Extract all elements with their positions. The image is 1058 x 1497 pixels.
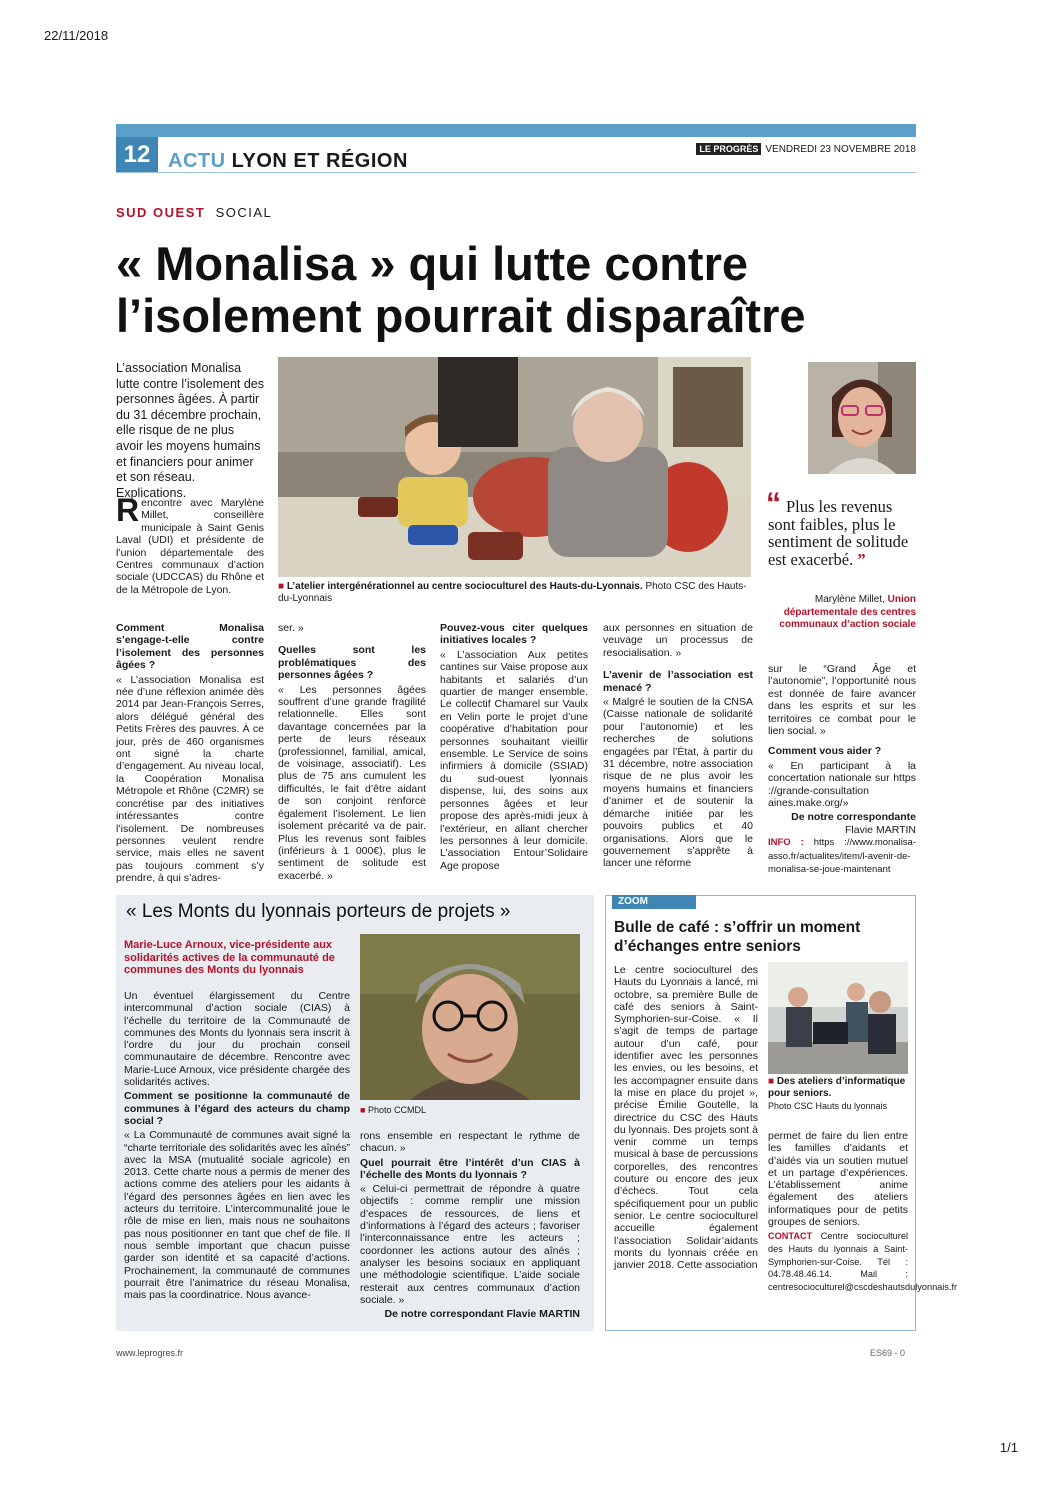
intro-paragraph [116, 492, 264, 596]
answer-5: « En participant à la concertation nationale sur https ://grande-consultation aines.make.org/» [768, 759, 916, 810]
zoom-column-1: Le centre socioculturel des Hauts du Lyonnais a lancé, mi octobre, sa première Bulle de café des seniors à Saint-Symphorien-sur-Coise. « Il s’agit de temps de partage autour d’un café, pour identifier avec les personnes les envies, ou les besoins, et les accompagner ensuite dans la mise en place du projet », précise Émilie Goutelle, la directrice du CSC des Hauts du lyonnais. Des projets sont à venir comme un temps musical à base de percussions corporelles, des rencontres couture ou encore des jeux d’échecs. Tout cela spécifiquement pour un public senior. Le centre socioculturel accueille également l’association Solidair’aidants monts du lyonnais créée en janvier 2018. Cette association [614, 964, 758, 1272]
question-3: Pouvez-vous citer quelques initiatives locales ? [440, 622, 588, 647]
pull-quote-text: Plus les revenus sont faibles, plus le sentiment de solitude est exacerbé. [768, 497, 909, 569]
answer-4-end: sur le “Grand Âge et l’autonomie”, l’opportunité nous est donnée de faire avancer dans les esprits et sur les territoires ce combat pour le lien social. » [768, 663, 916, 738]
header-bar [116, 124, 916, 137]
box2-answer-1: « La Communauté de communes avait signé la “charte territoriale des solidarités avec les aînés” avec la MSA (mutualité sociale agricole) en 2013. Cette charte nous a permis de mener des actions comme des ateliers pour les aidants à l’égard des personnes âgées en lien avec les acteurs du territoire. L’intercommunalité joue le rôle de mise en lien, mais nous ne souhaitons pas nous positionner en tant que chef de file. Il nous semble important que chacun puisse garder son identité et sa capacité d’actions. Prochainement, la communauté de communes pourrait être l’animatrice du réseau Monalisa, mais pas la coordinatrice. Nous avance- [124, 1129, 350, 1302]
box2-answer-2: « Celui-ci permettrait de répondre à quatre objectifs : comme remplir une mission d’espaces de ressources, de liens et d’informations à l’égard des acteurs ; favoriser l’interconnaissance entre les acteurs ; coordonner les actions autour des aînés ; analyser les besoins sociaux en appliquant une méthodologie scientifique. L’aide sociale resterait aux centres communaux d’action sociale. » [360, 1183, 580, 1306]
answer-3: « L’association Aux petites cantines sur Vaise propose aux habitants et salariés d’un quartier de manger ensemble. Le collectif Chamarel sur Vaulx en Velin porte le projet d’une coopérative d’habitation pour personnes souhaitant vieillir ensemble. Le Service de soins infirmiers à domicile (SSIAD) du sud-ouest lyonnais dispense, lui, des soins aux personnes âgées et leur propose des après-midi jeux à l’extérieur, en allant chercher les personnes à leur domicile. L’association Entour’Solidaire Age propose [440, 648, 588, 872]
intro-text: encontre avec Marylène Millet, conseillère municipale à Saint Genis Laval (UDI) et présidente de l’union départementale des Centres communaux d’action sociale (UDCCAS) du Rhône et de la Métropole de Lyon. [116, 497, 264, 596]
print-date: 22/11/2018 [44, 28, 109, 43]
quote-name: Marylène Millet, [814, 594, 885, 605]
section-actu: ACTU [168, 150, 226, 172]
caption-credit: Photo CSC des Hauts-du-Lyonnais [278, 581, 747, 604]
zoom-title: Bulle de café : s’offrir un moment d’échanges entre seniors [614, 919, 861, 955]
article-column-1 [116, 622, 264, 887]
quote-source [768, 594, 916, 632]
zoom-tab: ZOOM [612, 895, 696, 909]
zoom-text-2: permet de faire du lien entre les familles d’aidants et d’aidés via un soutien mutuel et un partage d’expériences. L’établissement anime également des ateliers informatiques pour de petits groupes de seniors. [768, 1130, 908, 1229]
box2-question-2: Quel pourrait être l’intérêt d’un CIAS à l’échelle des Monts du lyonnais ? [360, 1156, 580, 1181]
article-column-3 [440, 622, 588, 874]
contact-text: Centre socioculturel des Hauts du lyonnais à Saint-Symphorien-sur-Coise. Tél : 04.78.48.46.14. Mail : centresocioculturel@cscdeshautsdulyonnais.fr [768, 1231, 958, 1292]
article-column-2 [278, 622, 426, 884]
kicker-place: SUD OUEST [116, 205, 206, 220]
box2-answer-1-end: rons ensemble en respectant le rythme de chacun. » [360, 1130, 580, 1155]
caption-text: L’atelier intergénérationnel au centre socioculturel des Hauts-du-Lyonnais. [286, 581, 643, 592]
newspaper-logo: LE PROGRÈS [696, 143, 761, 155]
portrait-marie-luce-arnoux [360, 934, 580, 1100]
box2-column-2 [360, 1130, 580, 1322]
byline-name: Flavie MARTIN [845, 823, 916, 836]
question-5: Comment vous aider ? [768, 745, 882, 758]
answer-1-end: ser. » [278, 622, 304, 634]
main-photo [278, 357, 751, 577]
question-1: Comment Monalisa s’engage-t-elle contre l’isolement des personnes âgées ? [116, 622, 264, 672]
main-photo-caption: ■ L’atelier intergénérationnel au centre socioculturel des Hauts-du-Lyonnais. Photo CSC des Hauts-du-Lyonnais [278, 581, 747, 604]
byline-label: De notre correspondante [791, 811, 916, 824]
box2-byline: De notre correspondant Flavie MARTIN [384, 1308, 580, 1321]
article-column-4 [603, 622, 753, 872]
contact-label: CONTACT [768, 1231, 813, 1242]
zoom-contact [768, 1230, 958, 1293]
quote-open-icon: “ [766, 487, 781, 520]
zoom-photo-caption: ■ Des ateliers d’informatique pour seniors. Photo CSC Hauts du lyonnais [768, 1076, 906, 1111]
box2-intro: Un éventuel élargissement du Centre intercommunal d’action sociale (CIAS) à l’échelle du territoire de la Communauté de communes des Monts du lyonnais sera inscrit à l’ordre du jour du prochain conseil communautaire de décembre. Rencontre avec Marie-Luce Arnoux, vice présidente chargée des solidarités actives. [124, 990, 350, 1089]
info-link[interactable]: https ://www.monalisa-asso.fr/actualites/item/l-avenir-de-monalisa-se-joue-maintenant [768, 837, 917, 876]
box2-question-1: Comment se positionne la communauté de communes à l’égard des acteurs du champ social ? [124, 1090, 350, 1127]
box2-column-1 [124, 990, 350, 1303]
quote-role: Union départementale des centres communaux d’action sociale [779, 594, 916, 630]
zoom-photo [768, 962, 908, 1074]
portrait-marylene-millet [808, 362, 916, 474]
section-title [168, 150, 408, 173]
answer-1: « L’association Monalisa est née d’une réflexion animée dès 2014 par Jean-François Serres, alors délégué général des Petits Frères des pauvres. À ce jour, près de 460 organismes ont signé la charte d’engagement. Au niveau local, la Coopération Monalisa Métropole et Rhône (C2MR) se concrétise par des initiatives intéressantes contre l’isolement. De nombreuses personnes veulent rendre service, mais elles ne savent pas toujours comment s’y prendre, à qui s’adres- [116, 673, 264, 885]
header-right [696, 143, 916, 155]
page-number: 12 [116, 137, 158, 172]
pull-quote: Plus les revenus sont faibles, plus le sentiment de solitude est exacerbé. ” [768, 497, 909, 569]
box2-subtitle: Marie-Luce Arnoux, vice-présidente aux solidarités actives de la communauté de communes des Monts du lyonnais [124, 939, 335, 976]
footer-url: www.leprogres.fr [116, 1348, 184, 1358]
question-2: Quelles sont les problématiques des personnes âgées ? [278, 644, 426, 682]
answer-3-end: aux personnes en situation de veuvage un processus de resocialisation. » [603, 622, 753, 659]
kicker-topic: SOCIAL [215, 205, 273, 220]
kicker [116, 205, 272, 220]
answer-4: « Malgré le soutien de la CNSA (Caisse nationale de solidarité pour l’autonomie) et les recherches de solutions engagées par l’État, à partir du 31 décembre, notre association risque de ne plus avoir les moyens humains et financiers d’animer et de soutenir la démarche initiée par les pouvoirs publics et 40 organisations. Alors que le gouvernement s’apprête à lancer une réforme [603, 696, 753, 870]
info-block [768, 836, 916, 877]
answer-2: « Les personnes âgées souffrent d’une grande fragilité relationnelle. Elles sont davantage concernées par la perte de leurs réseaux (professionnel, familial, amical, de voisinage, associatif). Les plus de 75 ans cumulent les difficultés, le fait d’être aidant de son conjoint renforce également l’isolement. Le lien isolement précarité va de pair. Plus les revenus sont faibles (inférieurs à 1 000€), plus le sentiment de solitude est exacerbé. » [278, 683, 426, 882]
question-4: L’avenir de l’association est menacé ? [603, 669, 753, 694]
article-column-5 [768, 663, 916, 877]
info-label: INFO : [768, 837, 804, 849]
box2-title: « Les Monts du lyonnais porteurs de projets » [126, 901, 511, 922]
portrait2-credit: ■ Photo CCMDL [360, 1105, 426, 1115]
section-name: LYON ET RÉGION [231, 150, 408, 172]
print-page-count: 1/1 [999, 1440, 1018, 1455]
dropcap: R [116, 492, 140, 528]
footer-code: ES69 - 0 [870, 1348, 906, 1358]
issue-date: VENDREDI 23 NOVEMBRE 2018 [765, 143, 916, 155]
lede: L’association Monalisa lutte contre l’isolement des personnes âgées. À partir du 31 décembre prochain, elle risque de ne plus avoir les moyens humains et financiers pour animer et son réseau. Explications. [116, 361, 264, 500]
headline: « Monalisa » qui lutte contre l’isolement pourrait disparaître [116, 237, 806, 342]
zoom-column-2 [768, 1130, 958, 1293]
